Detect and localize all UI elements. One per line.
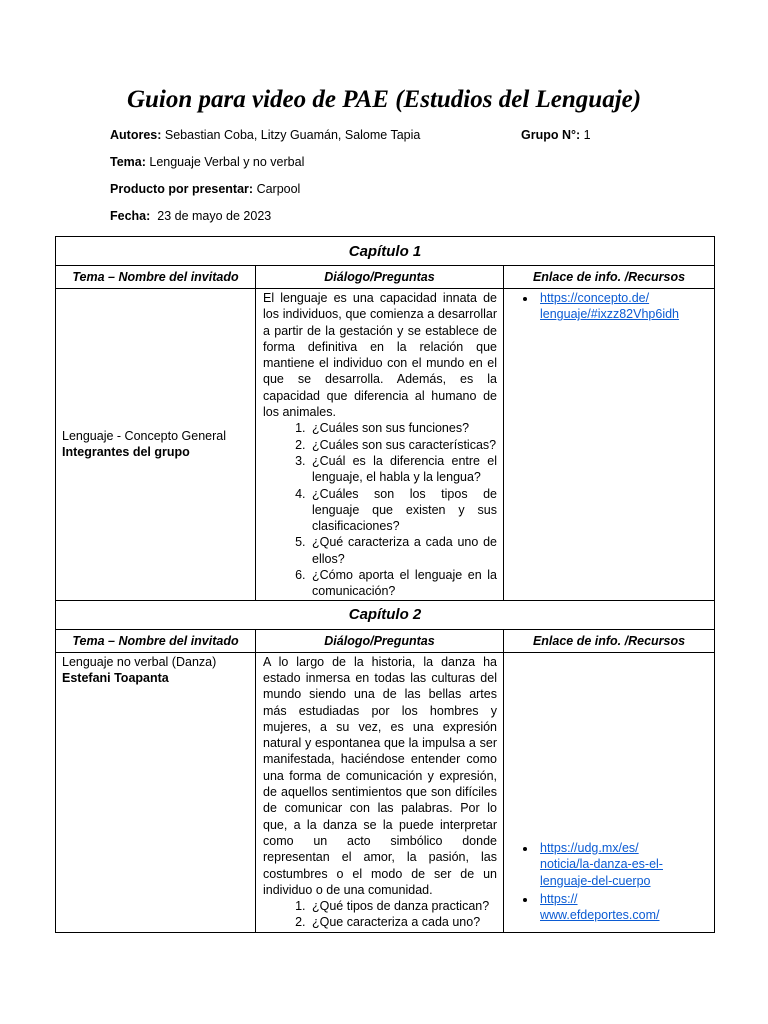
question-item: 2. ¿Que caracteriza a cada uno? xyxy=(309,914,497,930)
dialogo-cell xyxy=(256,652,504,932)
grupo-value: 1 xyxy=(583,128,591,142)
resource-link[interactable]: https://concepto.de/ lenguaje/#ixzz82Vhp6idh xyxy=(540,291,679,322)
autores-line xyxy=(110,128,420,142)
producto-value: Carpool xyxy=(256,182,301,196)
document-title: Guion para video de PAE (Estudios del Lenguaje) xyxy=(126,86,642,113)
tema-guest: Integrantes del grupo xyxy=(62,445,190,460)
header-tema: Tema – Nombre del invitado xyxy=(56,266,256,289)
question-item: 3. ¿Cuál es la diferencia entre el lenguaje, el habla y la lengua? xyxy=(309,453,497,486)
tema-subject: Lenguaje - Concepto General xyxy=(62,429,227,444)
tema-guest: Estefani Toapanta xyxy=(62,670,169,685)
chapter-title: Capítulo 2 xyxy=(56,600,715,629)
link-list xyxy=(510,290,708,323)
tema-label: Tema: xyxy=(110,155,146,169)
resource-link[interactable]: https://udg.mx/es/ noticia/la-danza-es-el- lenguaje-del-cuerpo xyxy=(540,841,663,888)
autores-label: Autores: xyxy=(110,128,162,142)
question-item: 4. ¿Cuáles son los tipos de lenguaje que existen y sus clasificaciones? xyxy=(309,486,497,535)
question-item: 2. ¿Cuáles son sus características? xyxy=(309,437,497,453)
header-enlace: Enlace de info. /Recursos xyxy=(504,266,715,289)
question-item: 1. ¿Qué tipos de danza practican? xyxy=(309,898,497,914)
tema-subject: Lenguaje no verbal (Danza) xyxy=(62,654,217,669)
grupo-line xyxy=(521,128,591,142)
dialogo-cell xyxy=(256,289,504,601)
producto-label: Producto por presentar: xyxy=(110,182,254,196)
header-dialogo: Diálogo/Preguntas xyxy=(256,266,504,289)
dialogo-paragraph: A lo largo de la historia, la danza ha estado inmersa en todas las culturas del mundo siendo una de las bellas artes más estudiadas por los hombres y mujeres, a su vez, es una expresión natural y espontanea que la impulsa a ser manifestada, haciéndose entender como una forma de comunicación y expresión, de aquellos sentimientos que son difíciles de comunicar con las palabras. Por lo que, a la danza se la puede interpretar como un acto simbólico donde representan el amor, la pasión, las costumbres o el modo de ser de un individuo o de una comunidad. xyxy=(263,654,497,897)
script-table xyxy=(55,236,715,933)
fecha-label: Fecha: xyxy=(110,209,151,223)
question-list xyxy=(263,898,497,931)
tema-cell xyxy=(56,289,256,601)
header-enlace: Enlace de info. /Recursos xyxy=(504,629,715,652)
tema-value: Lenguaje Verbal y no verbal xyxy=(149,155,305,169)
chapter-title: Capítulo 1 xyxy=(56,237,715,266)
question-item: 6. ¿Cómo aporta el lenguaje en la comunicación? xyxy=(309,567,497,600)
tema-line xyxy=(110,155,304,169)
header-tema: Tema – Nombre del invitado xyxy=(56,629,256,652)
resource-link[interactable]: https:// www.efdeportes.com/ xyxy=(540,892,660,923)
question-item: 1. ¿Cuáles son sus funciones? xyxy=(309,420,497,436)
fecha-line xyxy=(110,209,271,223)
producto-line xyxy=(110,182,300,196)
link-item xyxy=(537,891,708,924)
link-item xyxy=(537,290,708,323)
enlace-cell xyxy=(504,652,715,932)
link-list xyxy=(510,840,708,923)
link-item xyxy=(537,840,708,889)
autores-value: Sebastian Coba, Litzy Guamán, Salome Tapia xyxy=(164,128,421,142)
grupo-label: Grupo N°: xyxy=(521,128,581,142)
dialogo-paragraph: El lenguaje es una capacidad innata de los individuos, que comienza a desarrollar a partir de la gestación y se establece de forma definitiva en la relación que mantiene el individuo con el mundo en el que se desarrolla. Además, es la capacidad que diferencia al humano de los animales. xyxy=(263,291,497,420)
fecha-value: 23 de mayo de 2023 xyxy=(157,209,272,223)
header-dialogo: Diálogo/Preguntas xyxy=(256,629,504,652)
tema-cell xyxy=(56,652,256,932)
enlace-cell xyxy=(504,289,715,601)
question-item: 5. ¿Qué caracteriza a cada uno de ellos? xyxy=(309,534,497,567)
question-list xyxy=(263,420,497,599)
